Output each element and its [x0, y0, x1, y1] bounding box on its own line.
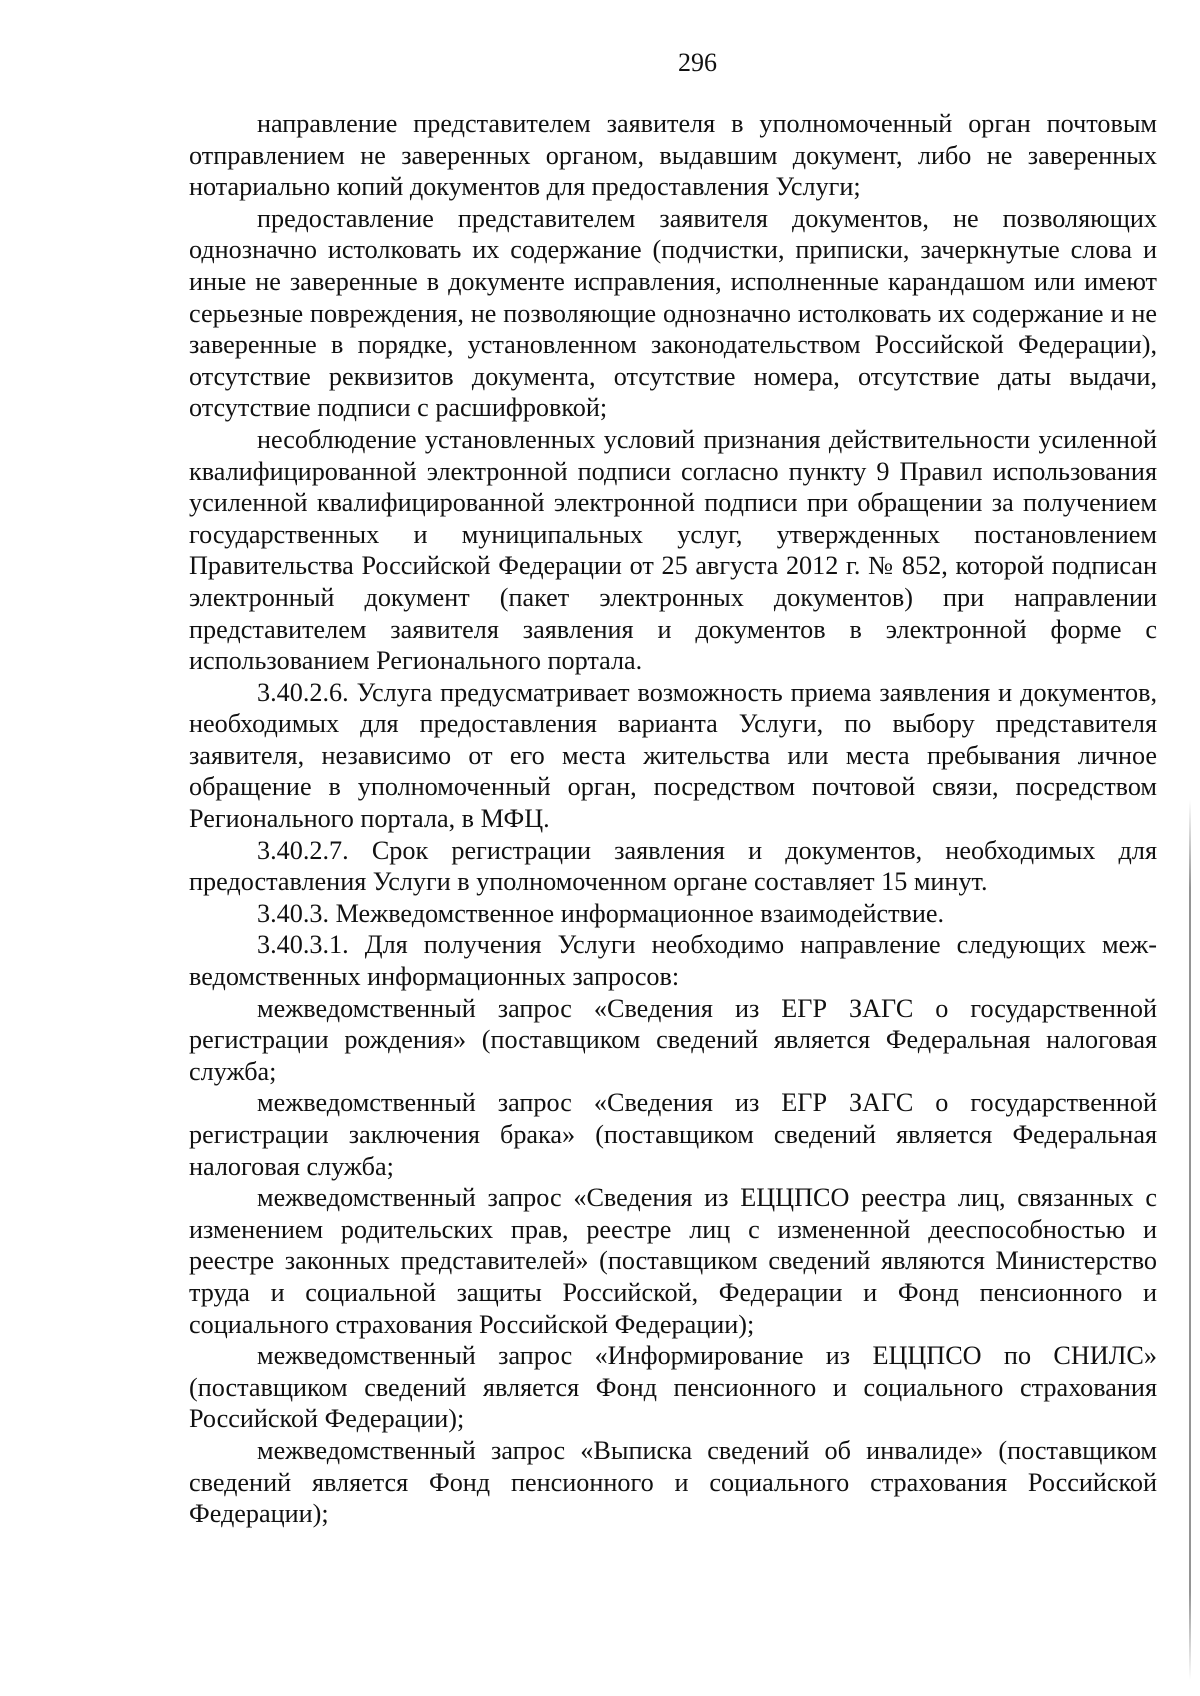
paragraph-request-disability: межведомственный запрос «Выписка сведений об инвалиде» (поставщиком сведений является Фонд пенсионного и социального страхования Российской Федерации);	[189, 1435, 1157, 1529]
paragraph-3-40-3-1: 3.40.3.1. Для получения Услуги необходимо направление следующих межведомственных информационных запросов:	[189, 930, 1157, 992]
document-body	[189, 108, 1157, 1530]
paragraph-request-birth-registration: межведомственный запрос «Сведения из ЕГР ЗАГС о государственной регистрации рождения» (поставщиком сведений является Федеральная налоговая служба;	[189, 993, 1157, 1086]
paragraph-postal-submission: направление представителем заявителя в уполномоченный орган почтовым отправлением не заверенных органом, выдавшим документ, либо не заверенных нотариально копий документов для предоставления Услуги;	[189, 109, 1157, 202]
page-number: 296	[678, 48, 717, 77]
paragraph-3-40-3: 3.40.3. Межведомственное информационное взаимодействие.	[257, 898, 945, 928]
paragraph-3-40-2-7: 3.40.2.7. Срок регистрации заявления и документов, необходимых для предоставления Услуги в уполномоченном органе составляет 15 минут.	[189, 835, 1157, 897]
paragraph-signature-conditions: несоблюдение установленных условий признания действительности усиленной квалифицированной электронной подписи согласно пункту 9 Правил использования усиленной квалифицированной электронной подписи при обращении за получением государственных и муниципальных услуг, утвержденных постановлением Правительства Российской Федерации от 25 августа 2012 г. № 852, которой подписан электронный документ (пакет электронных документов) при направлении представителем заявителя заявления и документов в электронной форме с использованием Регионального портала.	[189, 424, 1157, 676]
paragraph-request-marriage-registration: межведомственный запрос «Сведения из ЕГР ЗАГС о государственной регистрации заключения брака» (поставщиком сведений является Федеральная налоговая служба;	[189, 1088, 1157, 1181]
paragraph-3-40-2-6: 3.40.2.6. Услуга предусматривает возможность приема заявления и документов, необходимых для предоставления варианта Услуги, по выбору представителя заявителя, независимо от его места жительства или места пребывания личное обращение в уполномоченный орган, посредством почтовой связи, посредством Регионального портала, в МФЦ.	[189, 677, 1157, 834]
paragraph-request-snils: межведомственный запрос «Информирование из ЕЦЦПСО по СНИЛС» (поставщиком сведений является Фонд пенсионного и социального страхования Российской Федерации);	[189, 1341, 1157, 1434]
paragraph-request-parental-rights: межведомственный запрос «Сведения из ЕЦЦПСО реестра лиц, связанных с изменением родительских прав, реестре лиц с измененной дееспособностью и реестре законных представителей» (поставщиком сведений являются Министерство труда и социальной защиты Российской, Федерации и Фонд пенсионного и социального страхования Российской Федерации);	[189, 1183, 1157, 1339]
paragraph-ambiguous-documents: предоставление представителем заявителя документов, не позволяющих однозначно истолковать их содержание (подчистки, приписки, зачеркнутые слова и иные не заверенные в документе исправления, исполненные карандашом или имеют серьезные повреждения, не позволяющие однозначно истолковать их содержание и не заверенные в порядке, установленном законодательством Российской Федерации), отсутствие реквизитов документа, отсутствие номера, отсутствие даты выдачи, отсутствие подписи с расшифровкой;	[189, 203, 1157, 423]
scan-edge-line	[1189, 800, 1191, 1680]
